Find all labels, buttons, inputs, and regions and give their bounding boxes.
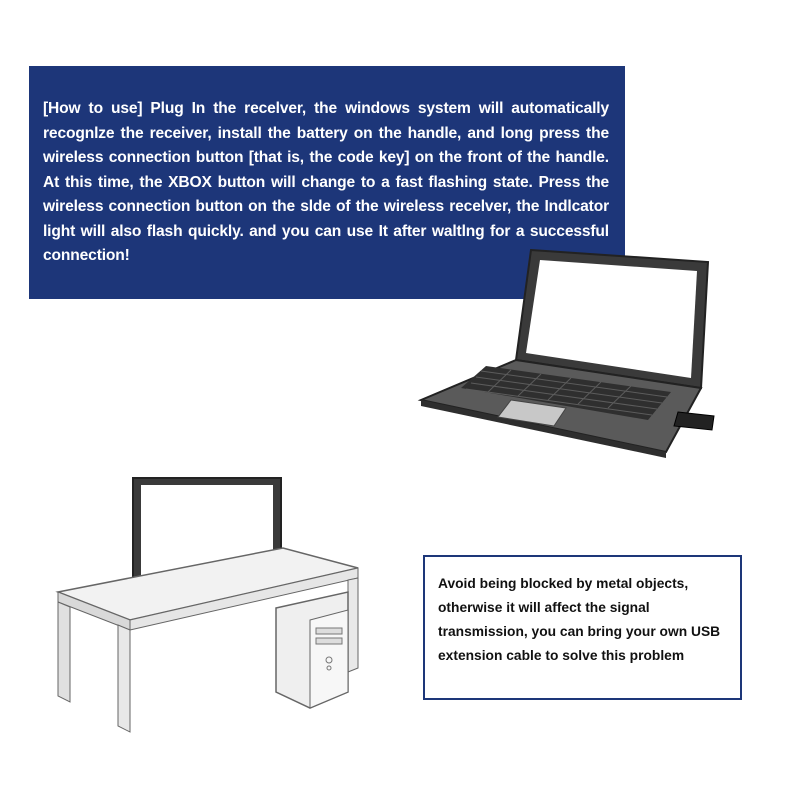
desk-with-monitor-and-pc-tower-icon <box>48 470 370 740</box>
tip-box <box>423 555 742 700</box>
instruction-text: [How to use] Plug In the recelver, the windows system will automatically recognlze the receiver, install the battery on the handle, and long press the wireless connection button [that is, the code key] on the front of the handle. At this time, the XBOX button will change to a fast flashing state. Press the wireless connection button on the slde of the wireless recelver, the Indlcator light will also flash quickly. and you can use It after waltlng for a successful connection! <box>43 100 609 264</box>
tip-text: Avoid being blocked by metal objects, otherwise it will affect the signal transmission, you can bring your own USB extension cable to solve this problem <box>438 576 721 663</box>
laptop-with-usb-receiver-icon <box>416 240 716 462</box>
